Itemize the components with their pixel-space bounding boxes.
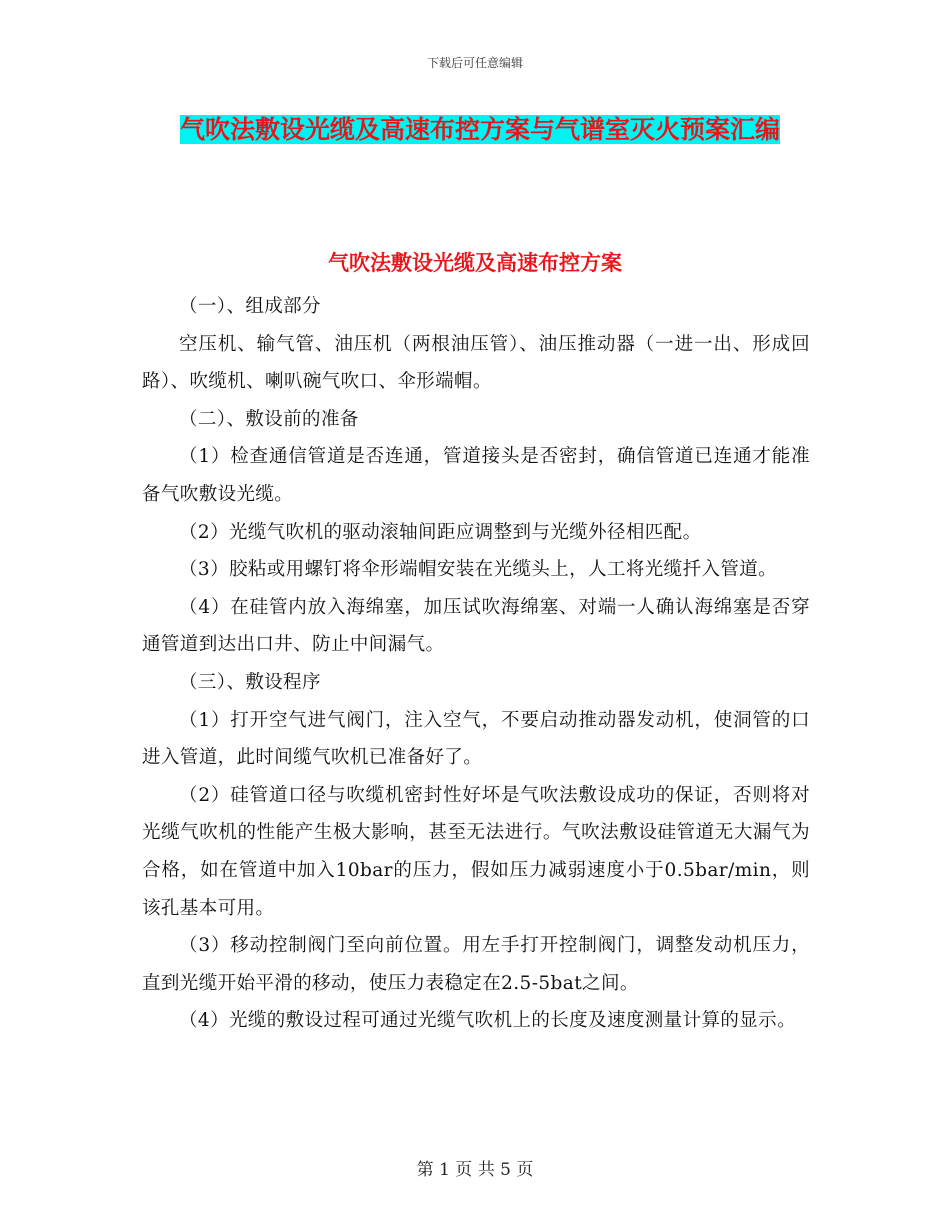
paragraph: （4）在硅管内放入海绵塞，加压试吹海绵塞、对端一人确认海绵塞是否穿通管道到达出口井、防止中间漏气。 bbox=[142, 596, 810, 656]
paragraph: （一）、组成部分 bbox=[179, 296, 321, 317]
paragraph: （2）光缆气吹机的驱动滚轴间距应调整到与光缆外径相匹配。 bbox=[179, 521, 702, 543]
paragraph: 空压机、输气管、油压机（两根油压管）、油压推动器（一进一出、形成回路）、吹缆机、喇叭碗气吹口、伞形端帽。 bbox=[142, 333, 810, 393]
document-title-text: 气吹法敷设光缆及高速布控方案与气谱室灭火预案汇编 bbox=[179, 115, 780, 144]
page-footer: 第 1 页 共 5 页 bbox=[416, 1160, 534, 1180]
document-title bbox=[150, 108, 810, 152]
paragraph: （三）、敷设程序 bbox=[179, 671, 321, 693]
document-body bbox=[142, 288, 810, 1040]
paragraph: （2）硅管道口径与吹缆机密封性好坏是气吹法敷设成功的保证，否则将对光缆气吹机的性能产生极大影响，甚至无法进行。气吹法敷设硅管道无大漏气为合格，如在管道中加入10bar的压力，假如压力减弱速度小于0.5bar/min，则该孔基本可用。 bbox=[142, 784, 810, 919]
paragraph: （3）移动控制阀门至向前位置。用左手打开控制阀门，调整发动机压力，直到光缆开始平滑的移动，使压力表稳定在2.5-5bat之间。 bbox=[142, 935, 810, 994]
paragraph: （1）检查通信管道是否连通，管道接头是否密封，确信管道已连通才能准备气吹敷设光缆。 bbox=[142, 446, 810, 505]
section-title: 气吹法敷设光缆及高速布控方案 bbox=[328, 250, 622, 275]
paragraph: （1）打开空气进气阀门，注入空气，不要启动推动器发动机，使洞管的口进入管道，此时间缆气吹机已准备好了。 bbox=[142, 709, 810, 769]
paragraph: （二）、敷设前的准备 bbox=[179, 408, 359, 430]
page-header-note: 下载后可任意编辑 bbox=[426, 56, 523, 70]
paragraph: （4）光缆的敷设过程可通过光缆气吹机上的长度及速度测量计算的显示。 bbox=[179, 1010, 796, 1032]
paragraph: （3）胶粘或用螺钉将伞形端帽安装在光缆头上，人工将光缆扦入管道。 bbox=[179, 559, 778, 581]
